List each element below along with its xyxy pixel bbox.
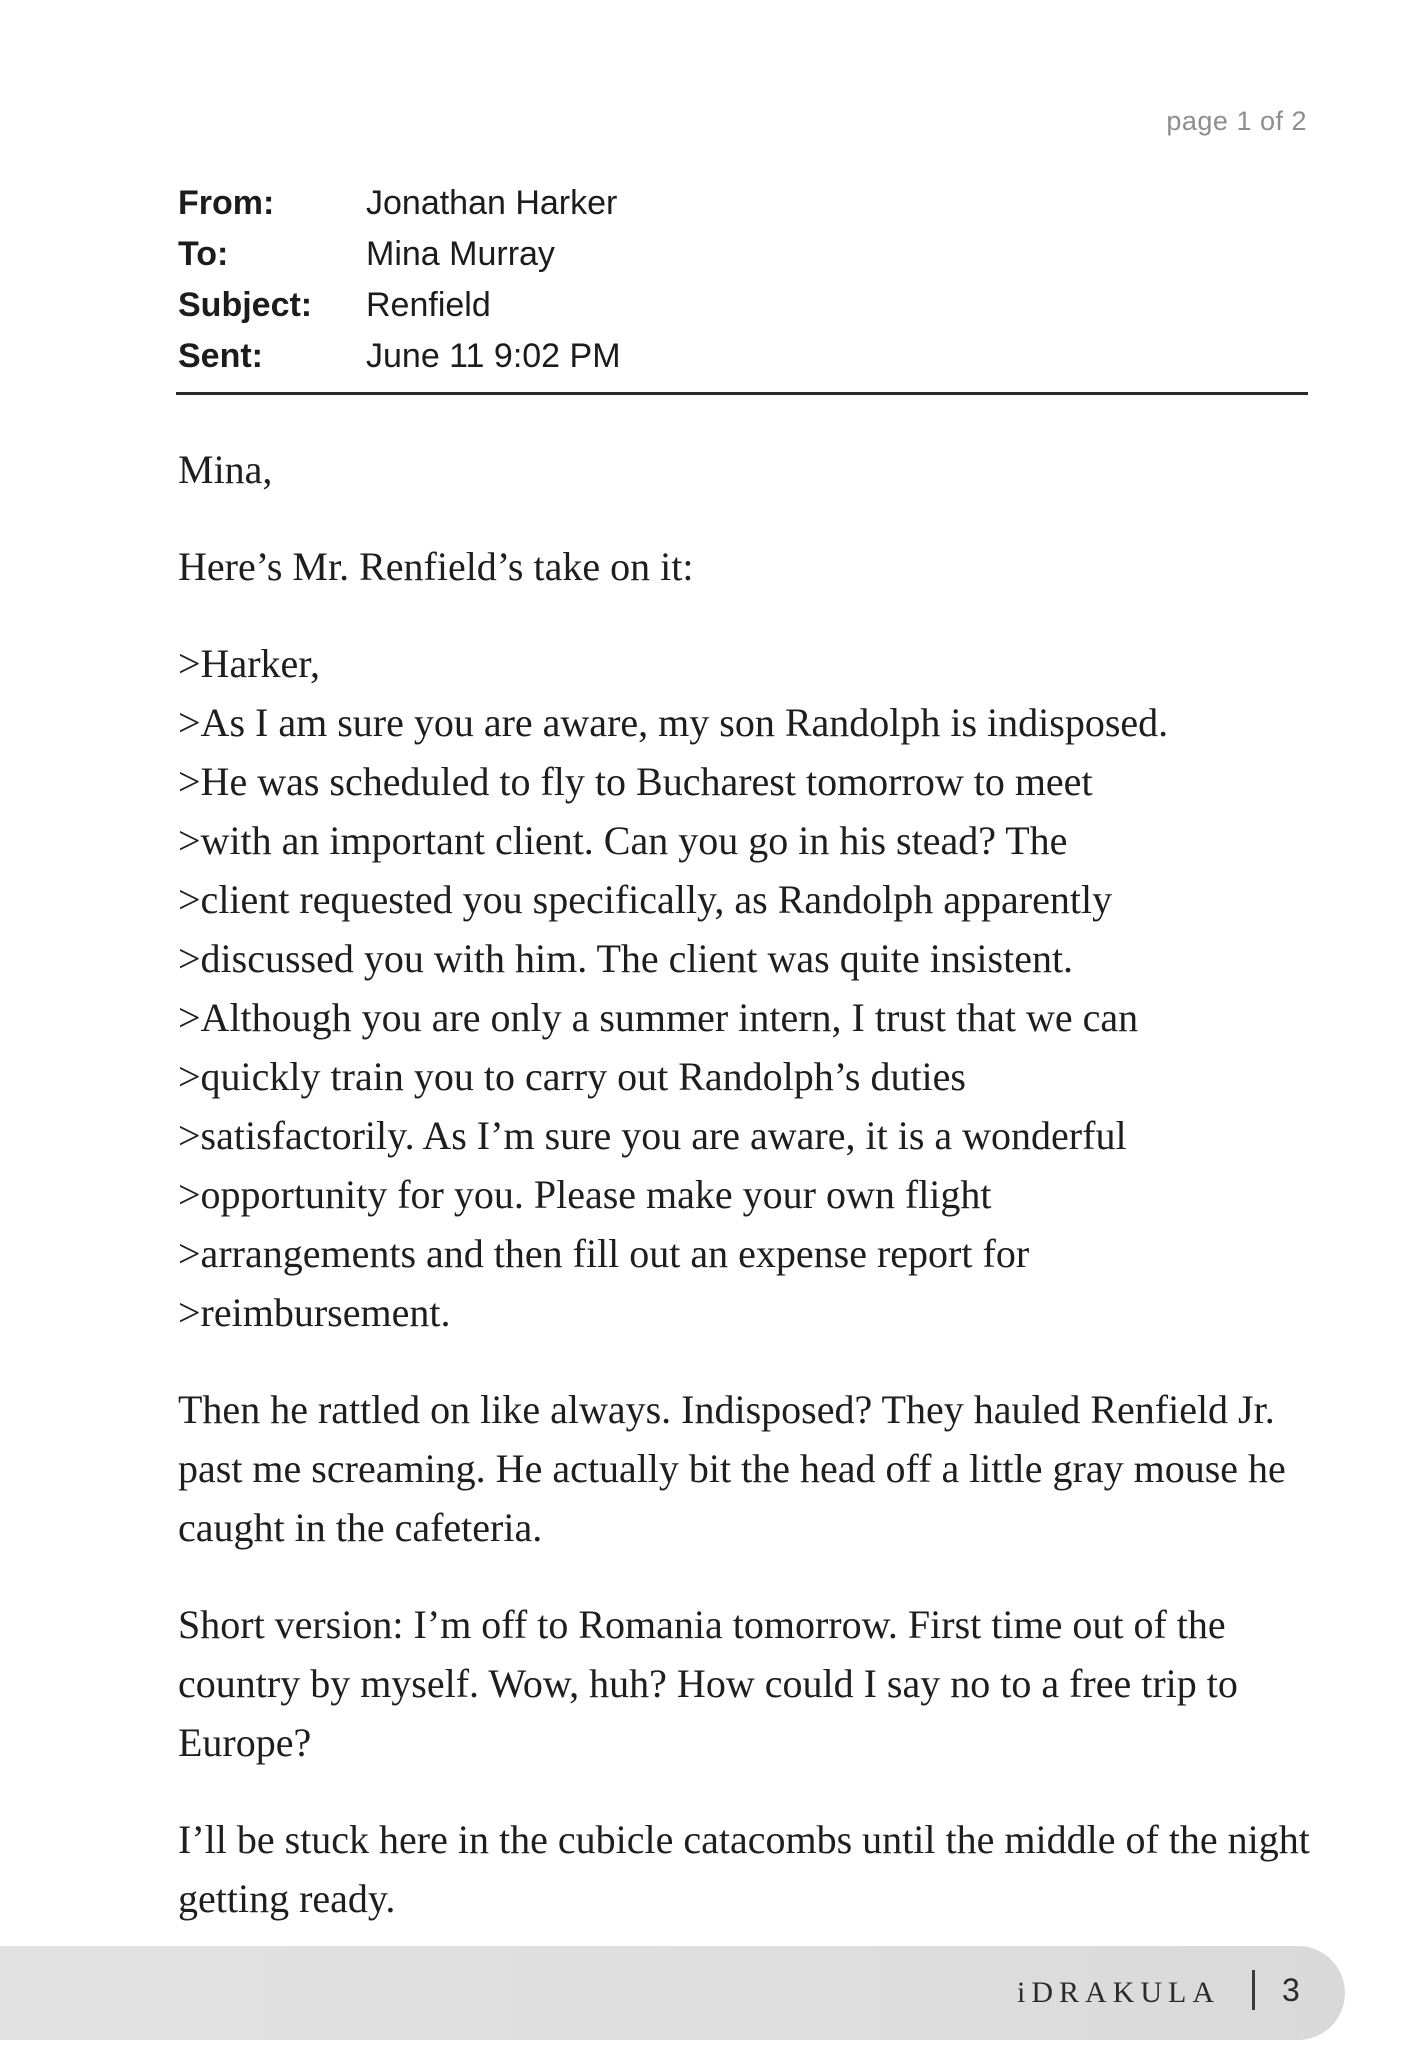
- header-row-from: [178, 178, 1308, 229]
- email-body: [178, 440, 1318, 1966]
- quote-line: >client requested you specifically, as Randolph apparently: [178, 877, 1113, 922]
- page-indicator: page 1 of 2: [1166, 106, 1307, 136]
- from-label: From:: [178, 184, 275, 222]
- subject-label: Subject:: [178, 286, 313, 324]
- paragraph-short-version: Short version: I’m off to Romania tomorrow. First time out of the country by myself. Wow, huh? How could I say no to a free trip to Europe?: [178, 1602, 1238, 1765]
- sent-value: June 11 9:02 PM: [366, 337, 621, 375]
- paragraph-rattled: Then he rattled on like always. Indisposed? They hauled Renfield Jr. past me screaming. He actually bit the head off a little gray mouse he caught in the cafeteria.: [178, 1387, 1286, 1550]
- header-row-sent: [178, 331, 1308, 382]
- header-row-subject: [178, 280, 1308, 331]
- quote-line: >satisfactorily. As I’m sure you are aware, it is a wonderful: [178, 1113, 1127, 1158]
- subject-value: Renfield: [366, 286, 491, 324]
- quoted-message: [178, 634, 1318, 1342]
- quote-line: >with an important client. Can you go in his stead? The: [178, 818, 1068, 863]
- email-header: [178, 178, 1308, 382]
- paragraph-stuck: I’ll be stuck here in the cubicle catacombs until the middle of the night getting ready.: [178, 1817, 1310, 1921]
- intro-paragraph: Here’s Mr. Renfield’s take on it:: [178, 544, 694, 589]
- quote-line: >Although you are only a summer intern, I trust that we can: [178, 995, 1139, 1040]
- quote-line: >opportunity for you. Please make your own flight: [178, 1172, 992, 1217]
- footer-separator: [1252, 1970, 1255, 2010]
- from-value: Jonathan Harker: [366, 184, 618, 222]
- quote-line: >arrangements and then fill out an expense report for: [178, 1231, 1030, 1276]
- quote-line: >reimbursement.: [178, 1290, 451, 1335]
- footer-page-number: 3: [1282, 1972, 1300, 2008]
- to-label: To:: [178, 235, 229, 273]
- sent-label: Sent:: [178, 337, 263, 375]
- to-value: Mina Murray: [366, 235, 555, 273]
- quote-line: >He was scheduled to fly to Bucharest tomorrow to meet: [178, 759, 1093, 804]
- quote-line: >quickly train you to carry out Randolph’s duties: [178, 1054, 966, 1099]
- header-row-to: [178, 229, 1308, 280]
- footer-brand: iDRAKULA: [1017, 1976, 1220, 2009]
- quote-line: >Harker,: [178, 641, 320, 686]
- header-divider: [176, 392, 1308, 395]
- quote-line: >As I am sure you are aware, my son Randolph is indisposed.: [178, 700, 1169, 745]
- greeting: Mina,: [178, 447, 273, 492]
- quote-line: >discussed you with him. The client was quite insistent.: [178, 936, 1074, 981]
